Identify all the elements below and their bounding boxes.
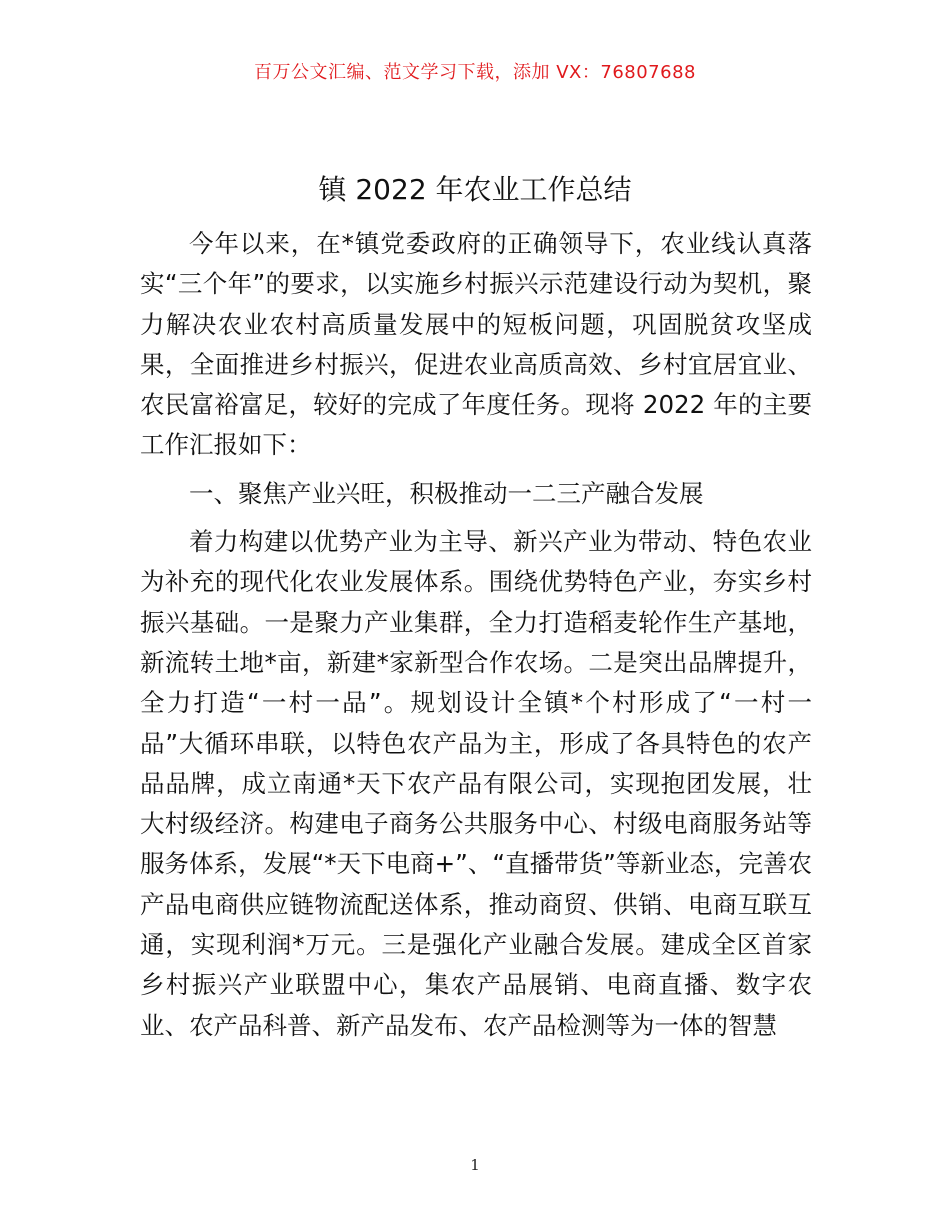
document-title: 镇 2022 年农业工作总结 [318, 173, 632, 206]
page-number: 1 [470, 1156, 480, 1174]
intro-paragraph: 今年以来，在*镇党委政府的正确领导下，农业线认真落实“三个年”的要求，以实施乡村振兴示范建设行动为契机，聚力解决农业农村高质量发展中的短板问题，巩固脱贫攻坚成果，全面推进乡村振兴，促进农业高质高效、乡村宜居宜业、农民富裕富足，较好的完成了年度任务。现将 2022 年的主要工作汇报如下： [140, 229, 812, 460]
document-body [140, 224, 812, 1054]
section-paragraph: 着力构建以优势产业为主导、新兴产业为带动、特色农业为补充的现代化农业发展体系。围绕优势特色产业，夯实乡村振兴基础。一是聚力产业集群，全力打造稻麦轮作生产基地，新流转土地*亩，新建*家新型合作农场。二是突出品牌提升，全力打造“一村一品”。规划设计全镇*个村形成了“一村一品”大循环串联，以特色农产品为主，形成了各具特色的农产品品牌，成立南通*天下农产品有限公司，实现抱团发展，壮大村级经济。构建电子商务公共服务中心、村级电商服务站等服务体系，发展“*天下电商+”、“直播带货”等新业态，完善农产品电商供应链物流配送体系，推动商贸、供销、电商互联互通，实现利润*万元。三是强化产业融合发展。建成全区首家乡村振兴产业联盟中心，集农产品展销、电商直播、数字农业、农产品科普、新产品发布、农产品检测等为一体的智慧 [140, 527, 812, 1040]
header-note: 百万公文汇编、范文学习下载，添加 VX：76807688 [254, 62, 696, 83]
section-heading: 一、聚焦产业兴旺，积极推动一二三产融合发展 [189, 478, 704, 508]
